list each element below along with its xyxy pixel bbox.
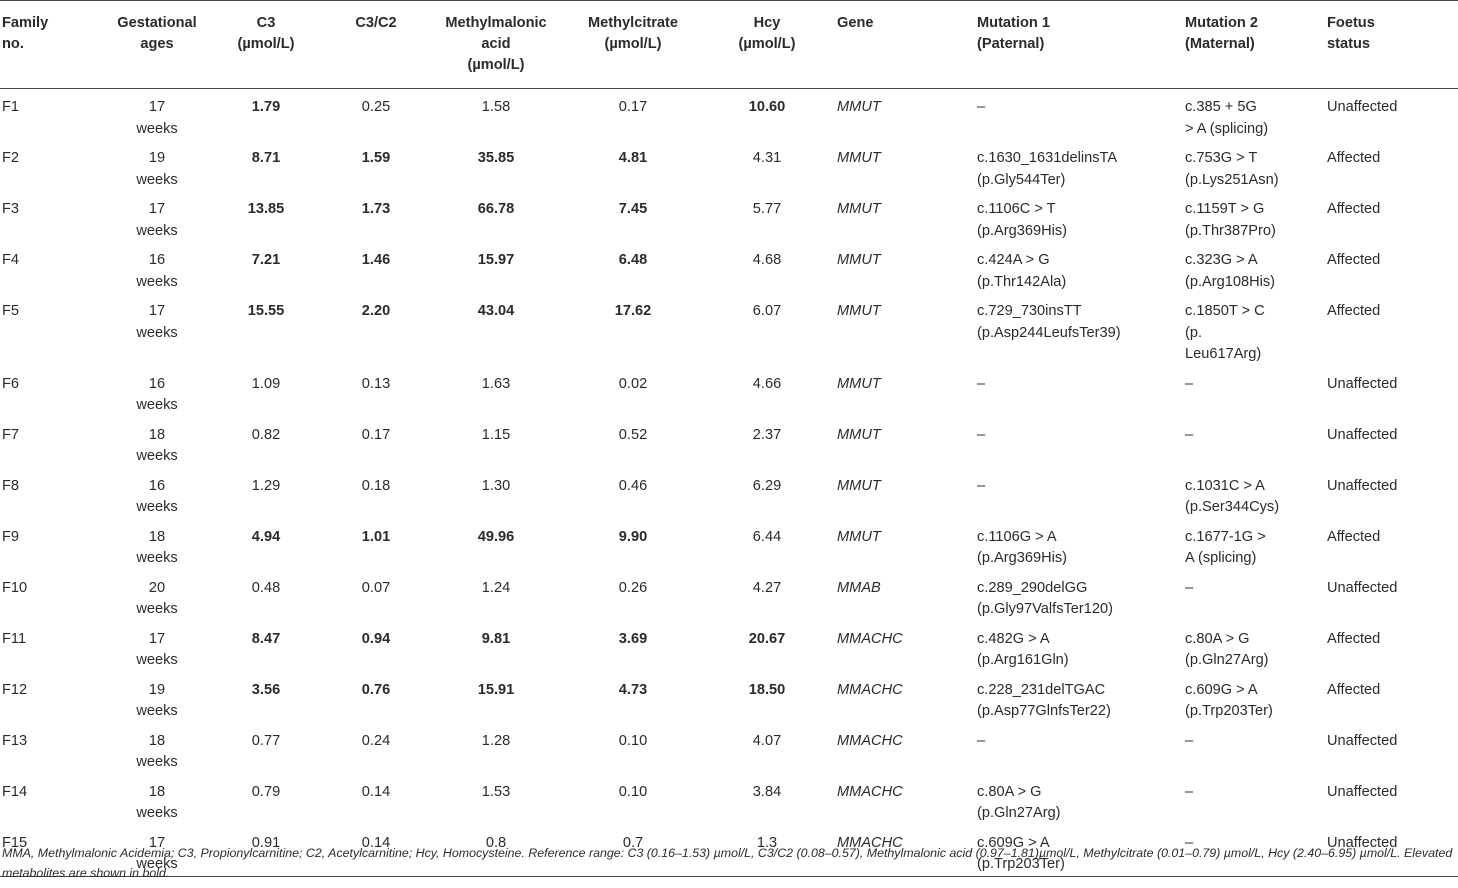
cell-hcy: 20.67 [748, 630, 786, 647]
cell-c3c2: 0.25 [361, 99, 391, 115]
cell-mutation-2: c.1677-1G > A (splicing) [1185, 528, 1266, 566]
cell-foetus-status: Unaffected [1327, 477, 1398, 494]
cell-family: F2 [2, 150, 20, 166]
cell-mutation-2: c.385 + 5G > A (splicing) [1185, 99, 1269, 137]
cell-hcy: 1.3 [700, 825, 834, 877]
cell-mutation-1: – [977, 99, 986, 115]
cell-family: F10 [2, 579, 28, 596]
cell-gene: MMUT [837, 303, 881, 319]
cell-c3c2: 0.24 [361, 732, 391, 749]
table-row [0, 366, 1458, 417]
cell-gestational-age: 18 weeks [136, 783, 178, 821]
cell-family: F13 [2, 732, 28, 749]
cell-gestational-age: 20 weeks [136, 579, 178, 617]
cell-hcy: 6.29 [752, 477, 782, 494]
cell-gestational-age: 16 weeks [136, 252, 178, 290]
cell-mutation-1: – [977, 375, 986, 392]
cell-mutation-1: c.1106G > A (p.Arg369His) [977, 528, 1068, 566]
cell-foetus-status: Affected [1327, 252, 1381, 268]
cell-mutation-1: c.1106C > T (p.Arg369His) [977, 201, 1068, 239]
cell-gene: MMUT [837, 426, 881, 443]
cell-foetus-status: Unaffected [1327, 783, 1398, 800]
cell-methylmalonic-acid: 66.78 [477, 201, 515, 217]
cell-methylmalonic-acid: 1.28 [481, 732, 511, 749]
col-header-mutation-2: Mutation 2 (Maternal) [1182, 1, 1324, 89]
cell-gestational-age: 18 weeks [136, 528, 178, 566]
cell-c3: 0.79 [251, 783, 281, 800]
cell-gestational-age: 16 weeks [136, 477, 178, 515]
cell-foetus-status: Unaffected [1327, 732, 1398, 749]
cell-hcy: 4.27 [752, 579, 782, 596]
cell-mutation-2: c.1850T > C (p. Leu617Arg) [1185, 303, 1265, 362]
cell-c3c2: 0.18 [361, 477, 391, 494]
cell-c3c2: 0.14 [361, 783, 391, 800]
cell-gestational-age: 17 weeks [108, 825, 206, 877]
cell-family: F6 [2, 375, 20, 392]
cell-gene: MMACHC [837, 681, 903, 698]
cell-family: F14 [2, 783, 28, 800]
cell-methylcitrate: 0.26 [618, 579, 648, 596]
cell-mutation-1: c.482G > A (p.Arg161Gln) [977, 630, 1069, 668]
cell-c3: 3.56 [251, 681, 281, 698]
col-header-methylmalonic-acid: Methylmalonic acid (µmol/L) [426, 1, 566, 89]
cell-gene: MMAB [837, 579, 881, 596]
cell-gene: MMUT [837, 477, 881, 494]
cell-gestational-age: 17 weeks [136, 303, 178, 341]
cell-foetus-status: Affected [1327, 201, 1381, 217]
table-row [0, 468, 1458, 519]
cell-gene: MMUT [837, 201, 881, 217]
cell-methylcitrate: 6.48 [618, 252, 648, 268]
cell-gestational-age: 19 weeks [136, 150, 178, 188]
cell-c3c2: 0.94 [361, 630, 391, 647]
cell-mutation-2: c.80A > G (p.Gln27Arg) [1185, 630, 1269, 668]
cell-foetus-status: Unaffected [1327, 99, 1398, 115]
cell-foetus-status: Unaffected [1327, 375, 1398, 392]
cell-gestational-age: 17 weeks [136, 201, 178, 239]
cell-methylcitrate: 4.73 [618, 681, 648, 698]
cell-foetus-status: Unaffected [1327, 579, 1398, 596]
cell-gestational-age: 18 weeks [136, 426, 178, 464]
cell-family: F15 [0, 825, 108, 877]
table-row [0, 89, 1458, 141]
cell-c3c2: 1.46 [361, 252, 391, 268]
cell-methylmalonic-acid: 15.97 [477, 252, 515, 268]
cell-foetus-status: Affected [1327, 681, 1381, 698]
cell-c3c2: 0.76 [361, 681, 391, 698]
col-header-hcy: Hcy (µmol/L) [700, 1, 834, 89]
cell-foetus-status: Affected [1327, 303, 1381, 319]
table-row [0, 621, 1458, 672]
cell-mutation-1: – [977, 426, 986, 443]
cell-methylmalonic-acid: 49.96 [477, 528, 515, 545]
cell-methylcitrate: 4.81 [618, 150, 648, 166]
cell-gene: MMUT [837, 375, 881, 392]
cell-family: F4 [2, 252, 20, 268]
cell-gene: MMUT [837, 252, 881, 268]
table-row [0, 242, 1458, 293]
cell-mutation-2: – [1185, 783, 1194, 800]
cell-methylcitrate: 0.52 [618, 426, 648, 443]
cell-hcy: 5.77 [752, 201, 782, 217]
cell-mutation-2: – [1185, 579, 1194, 596]
cell-gene: MMACHC [837, 630, 903, 647]
cell-hcy: 10.60 [748, 99, 786, 115]
cell-hcy: 4.68 [752, 252, 782, 268]
cell-methylcitrate: 0.10 [618, 783, 648, 800]
table-row [0, 140, 1458, 191]
cell-mutation-1: – [977, 477, 986, 494]
cell-mutation-2: – [1185, 375, 1194, 392]
cell-c3: 13.85 [247, 201, 285, 217]
cell-foetus-status: Affected [1327, 630, 1381, 647]
cell-methylcitrate: 0.10 [618, 732, 648, 749]
cell-mutation-1: c.424A > G (p.Thr142Ala) [977, 252, 1067, 290]
cell-hcy: 4.07 [752, 732, 782, 749]
table-row [0, 417, 1458, 468]
cell-mutation-1: c.228_231delTGAC (p.Asp77GlnfsTer22) [977, 681, 1111, 719]
cell-gestational-age: 18 weeks [136, 732, 178, 770]
cell-mutation-1: c.80A > G (p.Gln27Arg) [977, 783, 1061, 821]
col-header-gestational-age: Gestational ages [108, 1, 206, 89]
cell-methylcitrate: 9.90 [618, 528, 648, 545]
cell-gestational-age: 17 weeks [136, 99, 178, 137]
cell-c3: 0.77 [251, 732, 281, 749]
cell-family: F5 [2, 303, 20, 319]
cell-family: F9 [2, 528, 20, 545]
cell-gene: MMACHC [834, 825, 974, 877]
cell-methylcitrate: 17.62 [614, 303, 652, 319]
table-row [0, 672, 1458, 723]
cell-family: F8 [2, 477, 20, 494]
cell-foetus-status: Unaffected [1324, 825, 1458, 877]
cell-mutation-1: c.609G > A (p.Trp203Ter) [974, 825, 1182, 877]
cell-family: F3 [2, 201, 20, 217]
cell-c3c2: 0.14 [326, 825, 426, 877]
cell-methylcitrate: 0.02 [618, 375, 648, 392]
cell-gestational-age: 19 weeks [136, 681, 178, 719]
cell-c3: 0.48 [251, 579, 281, 596]
cell-c3: 1.29 [251, 477, 281, 494]
cell-c3: 1.79 [251, 99, 281, 115]
cell-methylcitrate: 0.17 [618, 99, 648, 115]
cell-mutation-2: c.609G > A (p.Trp203Ter) [1185, 681, 1273, 719]
table-row [0, 774, 1458, 825]
cell-gene: MMACHC [837, 732, 903, 749]
cell-mutation-2: – [1182, 825, 1324, 877]
cell-gene: MMACHC [837, 783, 903, 800]
cell-family: F12 [2, 681, 28, 698]
cell-gestational-age: 17 weeks [136, 630, 178, 668]
cell-methylcitrate: 0.7 [566, 825, 700, 877]
cell-c3: 8.71 [251, 150, 281, 166]
cell-methylmalonic-acid: 1.63 [481, 375, 511, 392]
cell-methylmalonic-acid: 1.30 [481, 477, 511, 494]
cell-mutation-1: c.289_290delGG (p.Gly97ValfsTer120) [977, 579, 1113, 617]
cell-hcy: 4.66 [752, 375, 782, 392]
cell-mutation-2: c.323G > A (p.Arg108His) [1185, 252, 1276, 290]
cell-methylmalonic-acid: 1.53 [481, 783, 511, 800]
col-header-family: Family no. [0, 1, 108, 89]
cell-hcy: 6.07 [752, 303, 782, 319]
cell-hcy: 3.84 [752, 783, 782, 800]
cell-c3: 15.55 [247, 303, 285, 319]
table-row [0, 293, 1458, 366]
cell-c3c2: 1.59 [361, 150, 391, 166]
cell-gene: MMUT [837, 99, 881, 115]
cell-methylcitrate: 0.46 [618, 477, 648, 494]
cell-c3c2: 2.20 [361, 303, 391, 319]
cell-c3c2: 0.07 [361, 579, 391, 596]
cell-c3: 8.47 [251, 630, 281, 647]
cell-hcy: 18.50 [748, 681, 786, 698]
table-row [0, 519, 1458, 570]
cell-methylmalonic-acid: 1.15 [481, 426, 511, 443]
cell-methylmalonic-acid: 15.91 [477, 681, 515, 698]
col-header-gene: Gene [834, 1, 974, 89]
cell-gene: MMUT [837, 150, 881, 166]
cell-c3c2: 1.73 [361, 201, 391, 217]
cell-foetus-status: Affected [1327, 150, 1381, 166]
cell-gene: MMUT [837, 528, 881, 545]
cell-foetus-status: Affected [1327, 528, 1381, 545]
col-header-methylcitrate: Methylcitrate (µmol/L) [566, 1, 700, 89]
cell-methylmalonic-acid: 0.8 [426, 825, 566, 877]
cell-hcy: 2.37 [752, 426, 782, 443]
cell-c3c2: 0.17 [361, 426, 391, 443]
table-footnote: MMA, Methylmalonic Acidemia; C3, Propionylcarnitine; C2, Acetylcarnitine; Hcy, Homocysteine. Reference range: C3 (0.16–1.53) µmol/L, C3/C2 (0.08–0.57), Methylmalonic acid (0.97–1.81)µmol/L, Methylcitrate (0.01–0.79) µmol/L, Hcy (2.40–6.95) µmol/L. Elevated metabolites are shown in bold. [2, 846, 1453, 880]
header-row [0, 1, 1458, 89]
cell-methylmalonic-acid: 43.04 [477, 303, 515, 319]
cell-gestational-age: 16 weeks [136, 375, 178, 413]
cell-family: F11 [2, 630, 27, 647]
cell-mutation-2: c.1031C > A (p.Ser344Cys) [1185, 477, 1280, 515]
cell-methylmalonic-acid: 35.85 [477, 150, 515, 166]
table-body [0, 89, 1458, 877]
cell-c3: 4.94 [251, 528, 281, 545]
cell-foetus-status: Unaffected [1327, 426, 1398, 443]
cell-c3: 1.09 [251, 375, 281, 392]
cell-mutation-1: c.1630_1631delinsTA (p.Gly544Ter) [977, 150, 1118, 188]
cell-c3: 0.82 [251, 426, 281, 443]
cell-methylmalonic-acid: 1.58 [481, 99, 511, 115]
cell-mutation-2: – [1185, 426, 1194, 443]
cell-methylmalonic-acid: 1.24 [481, 579, 511, 596]
cell-family: F1 [2, 99, 20, 115]
col-header-foetus-status: Foetus status [1324, 1, 1458, 89]
cell-methylcitrate: 7.45 [618, 201, 648, 217]
cell-mutation-2: – [1185, 732, 1194, 749]
cell-mutation-2: c.1159T > G (p.Thr387Pro) [1185, 201, 1276, 239]
cell-hcy: 6.44 [752, 528, 782, 545]
cell-c3c2: 1.01 [361, 528, 391, 545]
col-header-c3c2: C3/C2 [326, 1, 426, 89]
cell-c3c2: 0.13 [361, 375, 391, 392]
cell-family: F7 [2, 426, 20, 443]
table-row [0, 191, 1458, 242]
cell-mutation-1: c.729_730insTT (p.Asp244LeufsTer39) [977, 303, 1121, 341]
cell-methylmalonic-acid: 9.81 [481, 630, 511, 647]
cell-mutation-2: c.753G > T (p.Lys251Asn) [1185, 150, 1279, 188]
cell-c3: 7.21 [251, 252, 281, 268]
table-row [0, 570, 1458, 621]
col-header-mutation-1: Mutation 1 (Paternal) [974, 1, 1182, 89]
cell-c3: 0.91 [206, 825, 326, 877]
cell-mutation-1: – [977, 732, 986, 749]
table-row [0, 723, 1458, 774]
cell-methylcitrate: 3.69 [618, 630, 648, 647]
cell-hcy: 4.31 [752, 150, 782, 166]
col-header-c3: C3 (µmol/L) [206, 1, 326, 89]
